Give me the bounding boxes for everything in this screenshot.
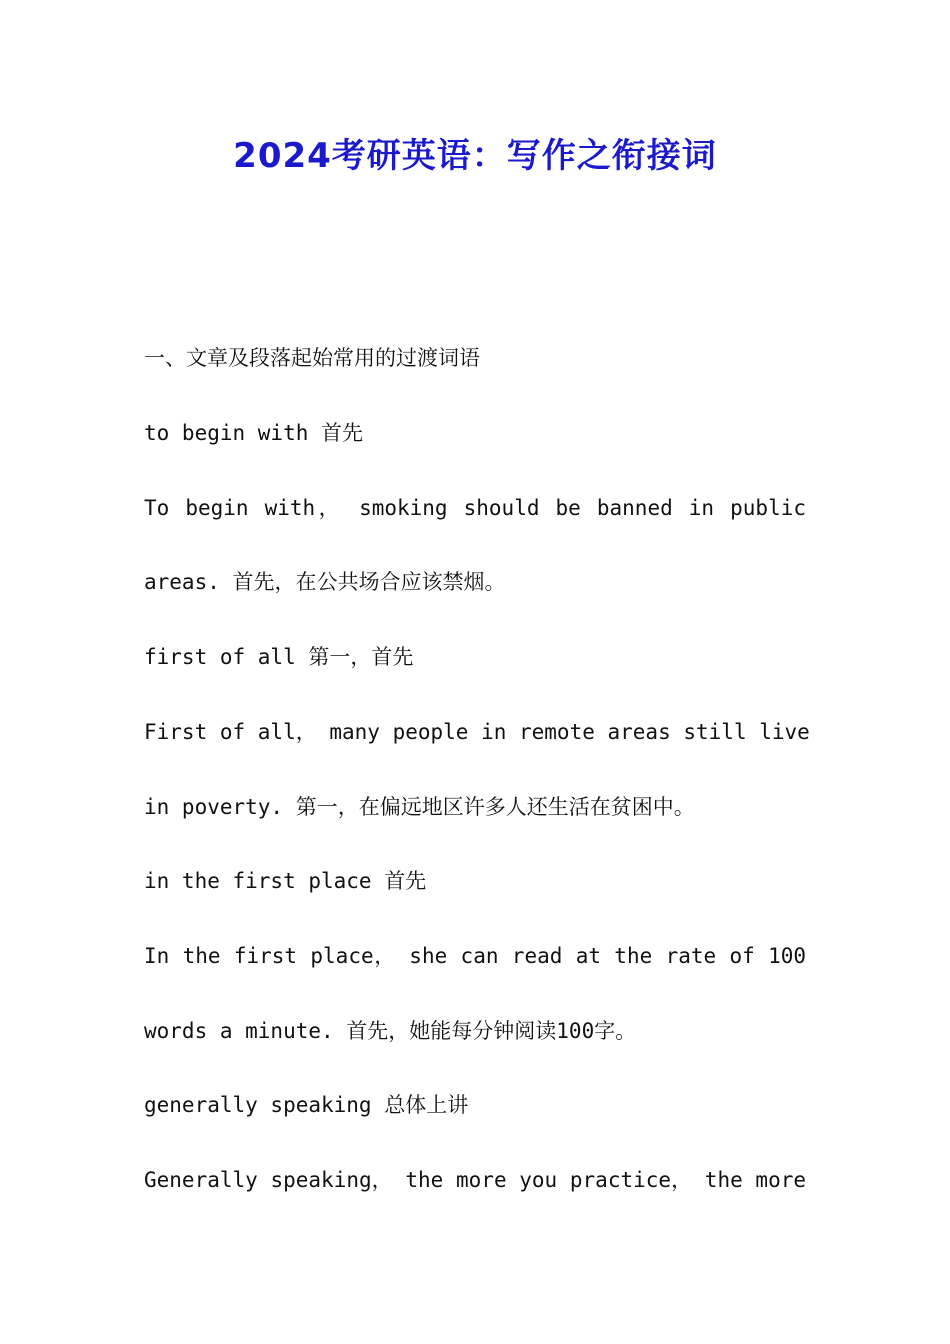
example-line: To begin with， smoking should be banned in public xyxy=(144,496,806,520)
phrase-line: in the first place 首先 xyxy=(144,869,427,893)
example-line: First of all， many people in remote areas still live xyxy=(144,720,810,744)
page-title: 2024考研英语：写作之衔接词 xyxy=(233,136,717,176)
phrase-line: generally speaking 总体上讲 xyxy=(144,1093,469,1117)
section-heading: 一、文章及段落起始常用的过渡词语 xyxy=(144,346,480,370)
example-line: In the first place， she can read at the rate of 100 xyxy=(144,944,806,968)
phrase-line: to begin with 首先 xyxy=(144,421,364,445)
example-line: in poverty. 第一，在偏远地区许多人还生活在贫困中。 xyxy=(144,795,695,819)
example-line: areas. 首先，在公共场合应该禁烟。 xyxy=(144,570,506,594)
phrase-line: first of all 第一，首先 xyxy=(144,645,414,669)
example-line: Generally speaking， the more you practice， the more xyxy=(144,1168,806,1192)
example-line: words a minute. 首先，她能每分钟阅读100字。 xyxy=(144,1019,637,1043)
